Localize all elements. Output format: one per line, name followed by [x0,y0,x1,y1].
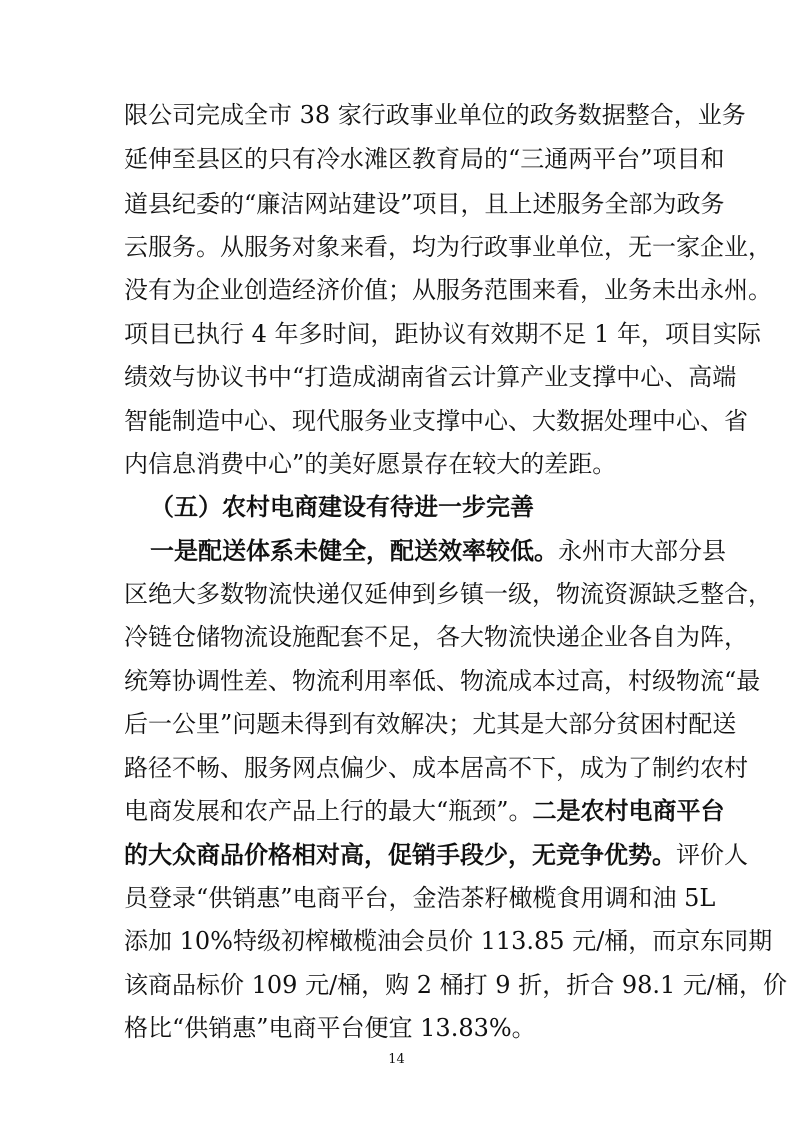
paragraph-line: 添加 10%特级初榨橄榄油会员价 113.85 元/桶，而京东同期 [124,927,773,955]
paragraph-line: 员登录“供销惠”电商平台，金浩茶籽橄榄食用调和油 5L [124,884,716,912]
paragraph-line: 延伸至县区的只有冷水滩区教育局的“三通两平台”项目和 [124,145,725,173]
paragraph-line: 绩效与协议书中“打造成湖南省云计算产业支撑中心、高端 [124,363,737,391]
section-heading: （五）农村电商建设有待进一步完善 [150,492,534,521]
paragraph-line [150,536,726,566]
bold-lead-text: 一是配送体系未健全，配送效率较低。 [150,536,558,565]
bold-lead-text: 的大众商品价格相对高，促销手段少，无竞争优势。 [124,840,676,869]
paragraph-line: 格比“供销惠”电商平台便宜 13.83%。 [124,1014,536,1042]
paragraph-line: 道县纪委的“廉洁网站建设”项目，且上述服务全部为政务 [124,190,725,218]
bold-lead-text: 二是农村电商平台 [532,796,725,825]
paragraph-line: 区绝大多数物流快递仅延伸到乡镇一级，物流资源缺乏整合， [124,580,772,608]
paragraph-line: 内信息消费中心”的美好愿景存在较大的差距。 [124,450,617,478]
body-text: 永州市大部分县 [558,537,726,565]
paragraph-line: 该商品标价 109 元/桶，购 2 桶打 9 折，折合 98.1 元/桶，价 [124,971,787,999]
page-number: 14 [388,1052,405,1067]
paragraph-line: 后一公里”问题未得到有效解决；尤其是大部分贫困村配送 [124,710,737,738]
paragraph-line: 限公司完成全市 38 家行政事业单位的政务数据整合，业务 [124,101,746,129]
paragraph-line [124,840,748,870]
body-text: 评价人 [676,841,748,869]
body-text: 电商发展和农产品上行的最大“瓶颈”。 [124,797,533,825]
paragraph-line: 路径不畅、服务网点偏少、成本居高不下，成为了制约农村 [124,754,748,782]
paragraph-line [124,796,725,826]
paragraph-line: 冷链仓储物流设施配套不足，各大物流快递企业各自为阵， [124,623,748,651]
paragraph-line: 没有为企业创造经济价值；从服务范围来看，业务未出永州。 [124,276,772,304]
paragraph-line: 云服务。从服务对象来看，均为行政事业单位，无一家企业， [124,233,772,261]
paragraph-line: 智能制造中心、现代服务业支撑中心、大数据处理中心、省 [124,407,748,435]
paragraph-line: 项目已执行 4 年多时间，距协议有效期不足 1 年，项目实际 [124,320,762,348]
paragraph-line: 统筹协调性差、物流利用率低、物流成本过高，村级物流“最 [124,667,761,695]
